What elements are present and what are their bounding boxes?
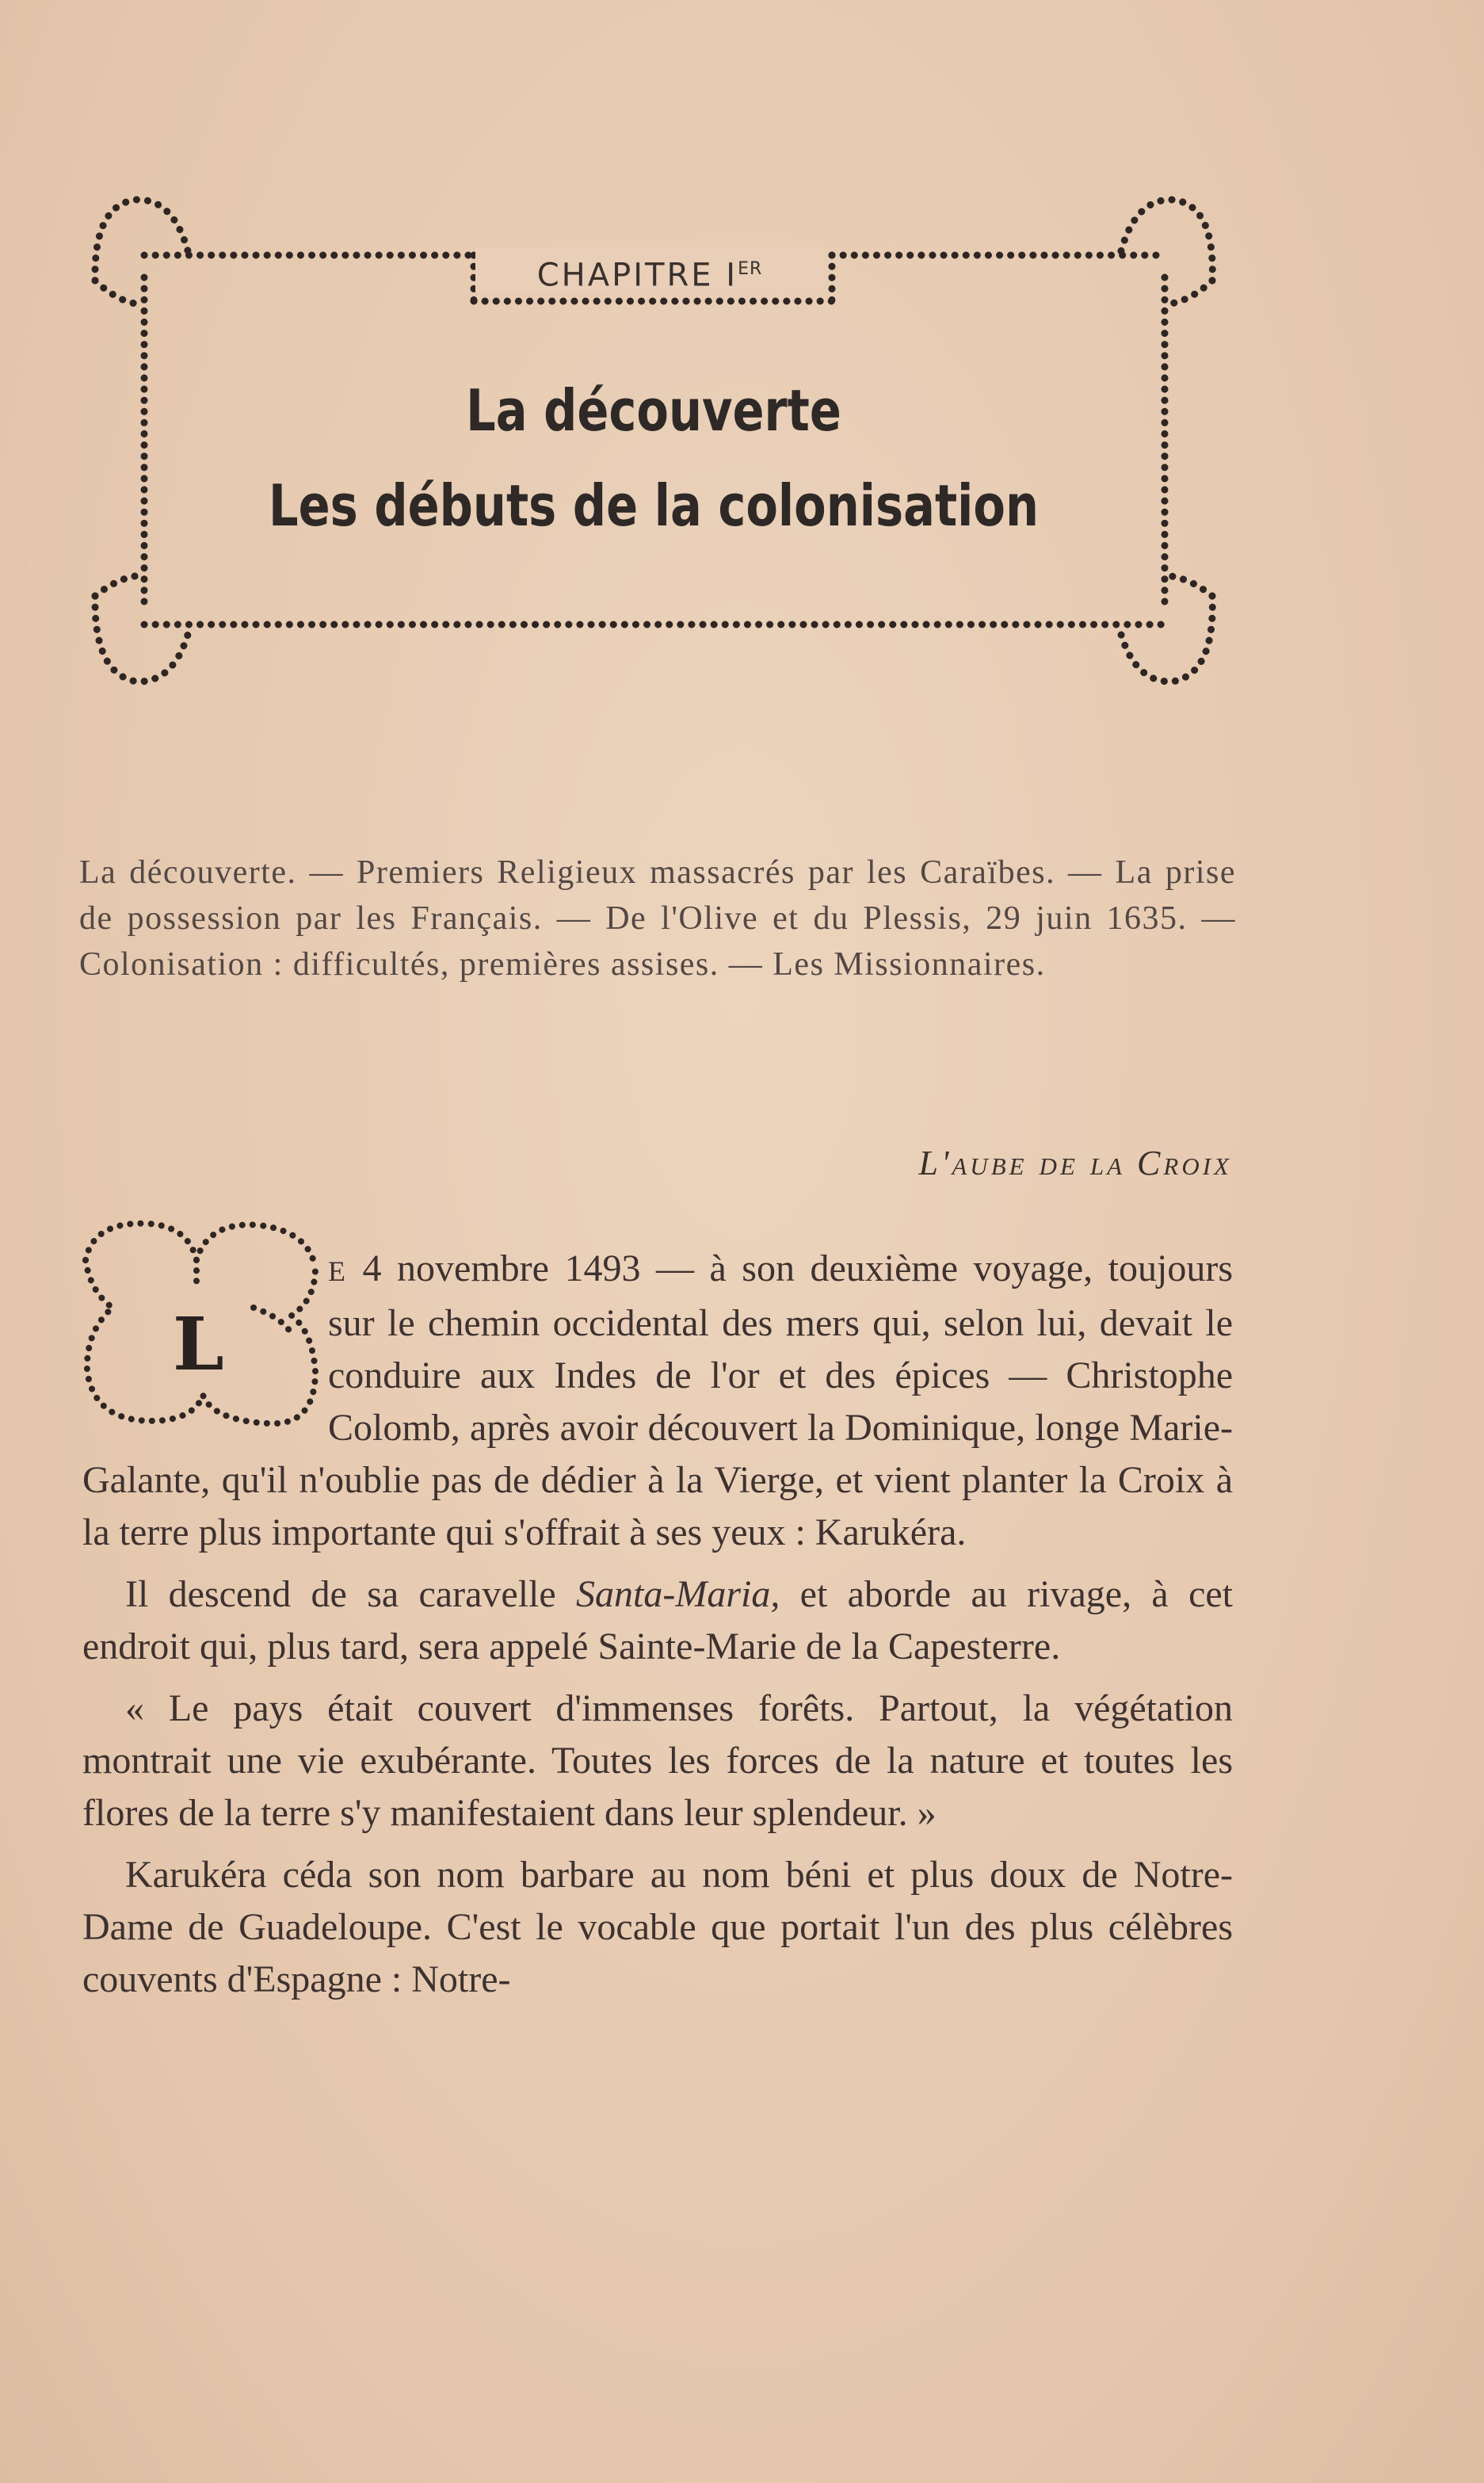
ship-name: Santa-Maria, bbox=[576, 1573, 780, 1615]
chapter-title-line-1: La découverte bbox=[466, 377, 841, 444]
chapter-number: CHAPITRE I bbox=[536, 257, 738, 294]
chapter-title-line-2: Les débuts de la colonisation bbox=[268, 472, 1040, 539]
paragraph-2-text-before: Il descend de sa caravelle bbox=[125, 1573, 556, 1615]
paragraph-4: Karukéra céda son nom barbare au nom béni et plus doux de Notre-Dame de Guadeloupe. C'est le vocable que portait l'un des plus célèbres couvents d'Espagne : Notre- bbox=[82, 1854, 1233, 2000]
paragraph-2-text-after: et aborde au rivage, à cet endroit qui, plus tard, sera appelé Sainte-Marie de la Capesterre. bbox=[82, 1573, 1234, 1667]
chapter-number-superscript: ER bbox=[738, 259, 763, 279]
paragraph-1 bbox=[82, 1243, 1233, 1559]
body-text bbox=[82, 1243, 1233, 2015]
chapter-label bbox=[475, 247, 824, 292]
chapter-summary: La découverte. — Premiers Religieux massacrés par les Caraïbes. — La prise de possession par les Français. — De l'Olive et du Plessis, 29 juin 1635. — Colonisation : difficultés, premières assises. — Les Missionnaires. bbox=[79, 854, 1236, 983]
paragraph-2 bbox=[82, 1568, 1233, 1673]
paragraph-3: « Le pays était couvert d'immenses forêts. Partout, la végétation montrait une vie exubérante. Toutes les forces de la nature et toutes les flores de la terre s'y manifestaient dans leur splendeur. » bbox=[82, 1687, 1233, 1834]
paragraph-1-text: 4 novembre 1493 — à son deuxième voyage, toujours sur le chemin occidental des mers qui, selon lui, devait le conduire aux Indes de l'or et des épices — Christophe Colomb, après avoir découvert la Dominique, longe Marie-Galante, qu'il n'oublie pas de dédier à la Vierge, et vient planter la Croix à la terre plus importante qui s'offrait à ses yeux : Karukéra. bbox=[82, 1247, 1234, 1553]
dropcap-rest: E bbox=[328, 1255, 347, 1287]
section-heading: L'aube de la Croix bbox=[918, 1144, 1232, 1182]
dropcap-letter: L bbox=[173, 1301, 224, 1387]
dropcap-spacer bbox=[82, 1243, 328, 1447]
chapter-ornamental-frame bbox=[0, 0, 1484, 713]
